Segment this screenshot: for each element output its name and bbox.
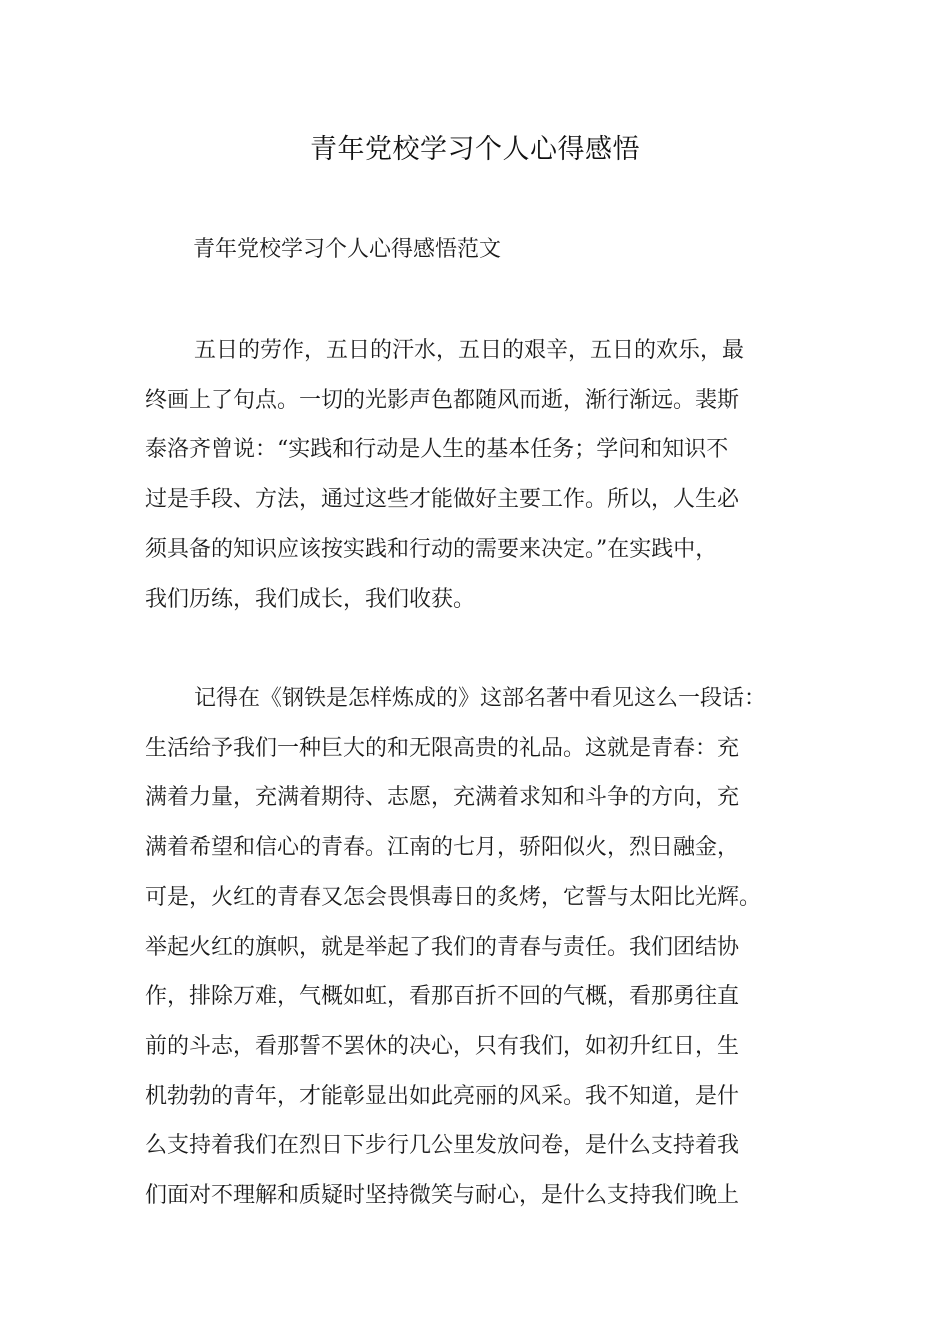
paragraph-line: 机勃勃的青年，才能彰显出如此亮丽的风采。我不知道，是什 bbox=[145, 1083, 740, 1109]
paragraph-line: 满着力量，充满着期待、志愿，充满着求知和斗争的方向，充 bbox=[145, 785, 740, 811]
paragraph-line: 前的斗志，看那誓不罢休的决心，只有我们，如初升红日，生 bbox=[145, 1033, 740, 1059]
paragraph-line: 终画上了句点。一切的光影声色都随风而逝，渐行渐远。裴斯 bbox=[145, 387, 740, 413]
paragraph-line: 满着希望和信心的青春。江南的七月，骄阳似火，烈日融金， bbox=[145, 835, 740, 861]
paragraph-line: 们面对不理解和质疑时坚持微笑与耐心，是什么支持我们晚上 bbox=[145, 1183, 740, 1209]
paragraph-line: 五日的劳作，五日的汗水，五日的艰辛，五日的欢乐，最 bbox=[194, 338, 745, 363]
paragraph-line: 举起火红的旗帜，就是举起了我们的青春与责任。我们团结协 bbox=[145, 934, 740, 960]
paragraph-1 bbox=[145, 326, 805, 624]
paragraph-line: 生活给予我们一种巨大的和无限高贵的礼品。这就是青春：充 bbox=[145, 735, 740, 761]
paragraph-line: 记得在《钢铁是怎样炼成的》这部名著中看见这么一段话： bbox=[194, 686, 767, 711]
paragraph-line: 须具备的知识应该按实践和行动的需要来决定。”在实践中， bbox=[145, 536, 718, 562]
document-subtitle: 青年党校学习个人心得感悟范文 bbox=[193, 237, 502, 262]
paragraph-2 bbox=[145, 674, 805, 1221]
paragraph-line: 泰洛齐曾说：“实践和行动是人生的基本任务；学问和知识不 bbox=[145, 437, 729, 463]
paragraph-line: 作，排除万难，气概如虹，看那百折不回的气概，看那勇往直 bbox=[145, 984, 740, 1010]
paragraph-line: 么支持着我们在烈日下步行几公里发放问卷，是什么支持着我 bbox=[145, 1133, 740, 1159]
document-title: 青年党校学习个人心得感悟 bbox=[310, 134, 640, 165]
paragraph-line: 过是手段、方法，通过这些才能做好主要工作。所以，人生必 bbox=[145, 487, 740, 513]
paragraph-line: 可是，火红的青春又怎会畏惧毒日的炙烤，它誓与太阳比光辉。 bbox=[145, 884, 762, 910]
paragraph-line: 我们历练，我们成长，我们收获。 bbox=[145, 586, 476, 612]
